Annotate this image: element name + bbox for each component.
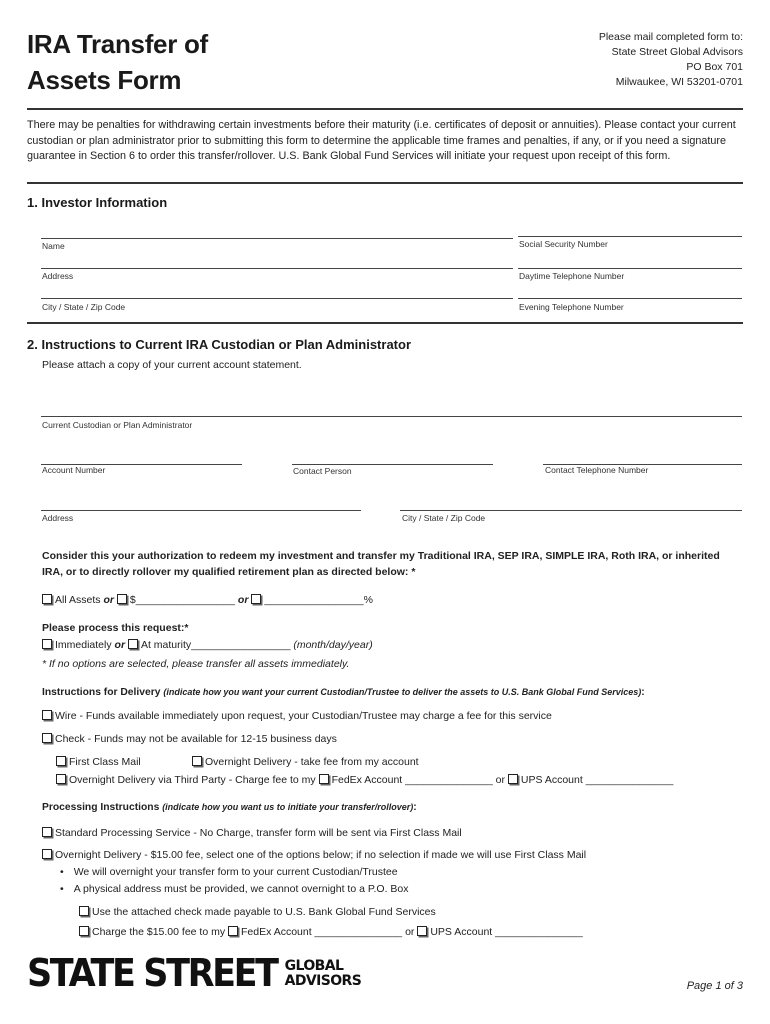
- overnight-fee-checkbox[interactable]: [192, 756, 202, 766]
- ups-checkbox[interactable]: [508, 774, 518, 784]
- third-party-option: [56, 774, 673, 786]
- intro-paragraph: There may be penalties for withdrawing certain investments before their maturity (i.e. certificates of deposit or annuities). Please contact your current custodian or plan administrator prior to submitting this form to determine the applicable time frames and penalties, if any, or if you need a signature guarantee in Section 6 to order this transfer/rollover. U.S. Bank Global Fund Services will initiate your request upon receipt of this form.: [27, 119, 736, 162]
- process-note: * If no options are selected, please transfer all assets immediately.: [42, 658, 350, 670]
- overnight-processing-checkbox[interactable]: [42, 849, 52, 859]
- or-label: or: [114, 639, 126, 651]
- check-label: Check - Funds may not be available for 12-15 business days: [55, 733, 337, 745]
- account-number-label: Account Number: [42, 465, 106, 475]
- day-phone-label: Daytime Telephone Number: [519, 271, 625, 281]
- first-class-label: First Class Mail: [69, 756, 141, 768]
- custodian-address-field[interactable]: [41, 510, 361, 511]
- logo-sub-line: GLOBAL: [284, 958, 344, 974]
- use-check-checkbox[interactable]: [79, 906, 89, 916]
- overnight-processing-label: Overnight Delivery - $15.00 fee, select one of the options below; if no selection if made we will use First Class Mail: [55, 849, 587, 861]
- ups-account-field[interactable]: UPS Account _______________: [430, 926, 583, 938]
- mail-line: PO Box 701: [686, 61, 743, 73]
- custodian-label: Current Custodian or Plan Administrator: [42, 420, 193, 430]
- bullet-text: A physical address must be provided, we cannot overnight to a P.O. Box: [73, 883, 409, 895]
- dollar-checkbox[interactable]: [117, 594, 127, 604]
- date-format-hint: (month/day/year): [293, 639, 373, 651]
- fedex-checkbox[interactable]: [319, 774, 329, 784]
- title-line-2: Assets Form: [27, 65, 182, 95]
- charge-fee-option: [79, 926, 583, 938]
- logo-sub-text: [285, 959, 362, 989]
- page-number: Page 1 of 3: [686, 980, 743, 992]
- immediately-label: Immediately: [55, 639, 112, 651]
- eve-phone-field[interactable]: [518, 298, 742, 299]
- custodian-city-field[interactable]: [400, 510, 742, 511]
- colon: :: [641, 687, 645, 698]
- process-heading: Please process this request:*: [42, 622, 189, 634]
- city-label: City / State / Zip Code: [42, 302, 126, 312]
- logo-main-text: STATE STREET: [27, 952, 277, 996]
- mail-line: State Street Global Advisors: [611, 46, 743, 58]
- overnight-fee-option: [192, 756, 419, 768]
- standard-checkbox[interactable]: [42, 827, 52, 837]
- bullet-text: We will overnight your transfer form to your current Custodian/Trustee: [73, 866, 398, 878]
- percent-amount-field[interactable]: _________________%: [264, 594, 373, 606]
- authorization-text: Consider this your authorization to redeem my investment and transfer my Traditional IRA, SEP IRA, SIMPLE IRA, Roth IRA, or inherited IRA, or to directly rollover my qualified retirement plan as directed below: *: [42, 550, 720, 578]
- city-field[interactable]: [41, 298, 513, 299]
- dollar-amount-field[interactable]: $_________________: [129, 594, 235, 606]
- intro-divider: [27, 182, 743, 184]
- bullet-icon: •: [60, 883, 64, 895]
- header-divider: [27, 108, 743, 110]
- check-option: [42, 733, 337, 745]
- overnight-processing-option: [42, 849, 586, 861]
- or-label: or: [237, 594, 249, 606]
- contact-person-field[interactable]: [292, 464, 493, 465]
- contact-phone-label: Contact Telephone Number: [545, 465, 649, 475]
- wire-label: Wire - Funds available immediately upon request, your Custodian/Trustee may charge a fee for this service: [55, 710, 552, 722]
- percent-checkbox[interactable]: [251, 594, 261, 604]
- first-class-option: [56, 756, 141, 768]
- maturity-field[interactable]: At maturity_________________: [140, 639, 291, 651]
- custodian-field[interactable]: [41, 416, 742, 417]
- bullet-item: [60, 866, 398, 878]
- processing-heading-row: [42, 802, 417, 813]
- amount-row: [42, 594, 373, 606]
- overnight-fee-label: Overnight Delivery - take fee from my account: [205, 756, 419, 768]
- delivery-heading-note: (indicate how you want your current Custodian/Trustee to deliver the assets to U.S. Bank Global Fund Services): [163, 687, 642, 697]
- check-checkbox[interactable]: [42, 733, 52, 743]
- fedex-account-field[interactable]: FedEx Account _______________: [241, 926, 403, 938]
- delivery-heading-row: [42, 687, 645, 698]
- maturity-checkbox[interactable]: [128, 639, 138, 649]
- title-line-1: IRA Transfer of: [27, 29, 208, 59]
- or-label: or: [495, 774, 505, 786]
- processing-heading: Processing Instructions: [42, 802, 160, 813]
- section-1-divider: [27, 322, 743, 324]
- or-label: or: [405, 926, 415, 938]
- mailing-address: [599, 30, 743, 90]
- ssn-label: Social Security Number: [519, 239, 608, 249]
- day-phone-field[interactable]: [518, 268, 742, 269]
- logo-sub-line: ADVISORS: [284, 973, 362, 989]
- name-field[interactable]: [41, 238, 513, 239]
- process-row: [42, 639, 373, 651]
- third-party-checkbox[interactable]: [56, 774, 66, 784]
- section-2-heading: 2. Instructions to Current IRA Custodian or Plan Administrator: [27, 337, 412, 352]
- colon: :: [413, 802, 417, 813]
- charge-fee-label: Charge the $15.00 fee to my: [92, 926, 226, 938]
- statement-note: Please attach a copy of your current account statement.: [42, 359, 302, 371]
- use-check-label: Use the attached check made payable to U.S. Bank Global Fund Services: [92, 906, 436, 918]
- standard-label: Standard Processing Service - No Charge, transfer form will be sent via First Class Mail: [55, 827, 462, 839]
- all-assets-checkbox[interactable]: [42, 594, 52, 604]
- or-label: or: [103, 594, 114, 606]
- charge-fee-checkbox[interactable]: [79, 926, 89, 936]
- bullet-icon: •: [60, 866, 64, 878]
- mail-line: Milwaukee, WI 53201-0701: [615, 76, 743, 88]
- form-title: [27, 26, 208, 98]
- ups-account-field[interactable]: UPS Account _______________: [520, 774, 674, 786]
- mail-line: Please mail completed form to:: [598, 31, 743, 43]
- eve-phone-label: Evening Telephone Number: [519, 302, 624, 312]
- processing-heading-note: (indicate how you want us to initiate your transfer/rollover): [162, 802, 414, 812]
- bullet-item: [60, 883, 409, 895]
- immediately-checkbox[interactable]: [42, 639, 52, 649]
- section-1-heading: 1. Investor Information: [27, 195, 168, 210]
- state-street-logo: [27, 954, 361, 994]
- address-field[interactable]: [41, 268, 513, 269]
- standard-option: [42, 827, 462, 839]
- delivery-heading: Instructions for Delivery: [42, 687, 161, 698]
- ssn-field[interactable]: [518, 236, 742, 237]
- first-class-checkbox[interactable]: [56, 756, 66, 766]
- ups-checkbox[interactable]: [417, 926, 427, 936]
- wire-option: [42, 710, 552, 722]
- third-party-label: Overnight Delivery via Third Party - Charge fee to my: [69, 774, 316, 786]
- fedex-checkbox[interactable]: [228, 926, 238, 936]
- wire-checkbox[interactable]: [42, 710, 52, 720]
- fedex-account-field[interactable]: FedEx Account _______________: [331, 774, 493, 786]
- contact-person-label: Contact Person: [293, 466, 352, 476]
- custodian-address-label: Address: [42, 513, 74, 523]
- address-label: Address: [42, 271, 74, 281]
- use-check-option: [79, 906, 436, 918]
- custodian-city-label: City / State / Zip Code: [402, 513, 486, 523]
- all-assets-label: All Assets: [55, 594, 101, 606]
- name-label: Name: [42, 241, 65, 251]
